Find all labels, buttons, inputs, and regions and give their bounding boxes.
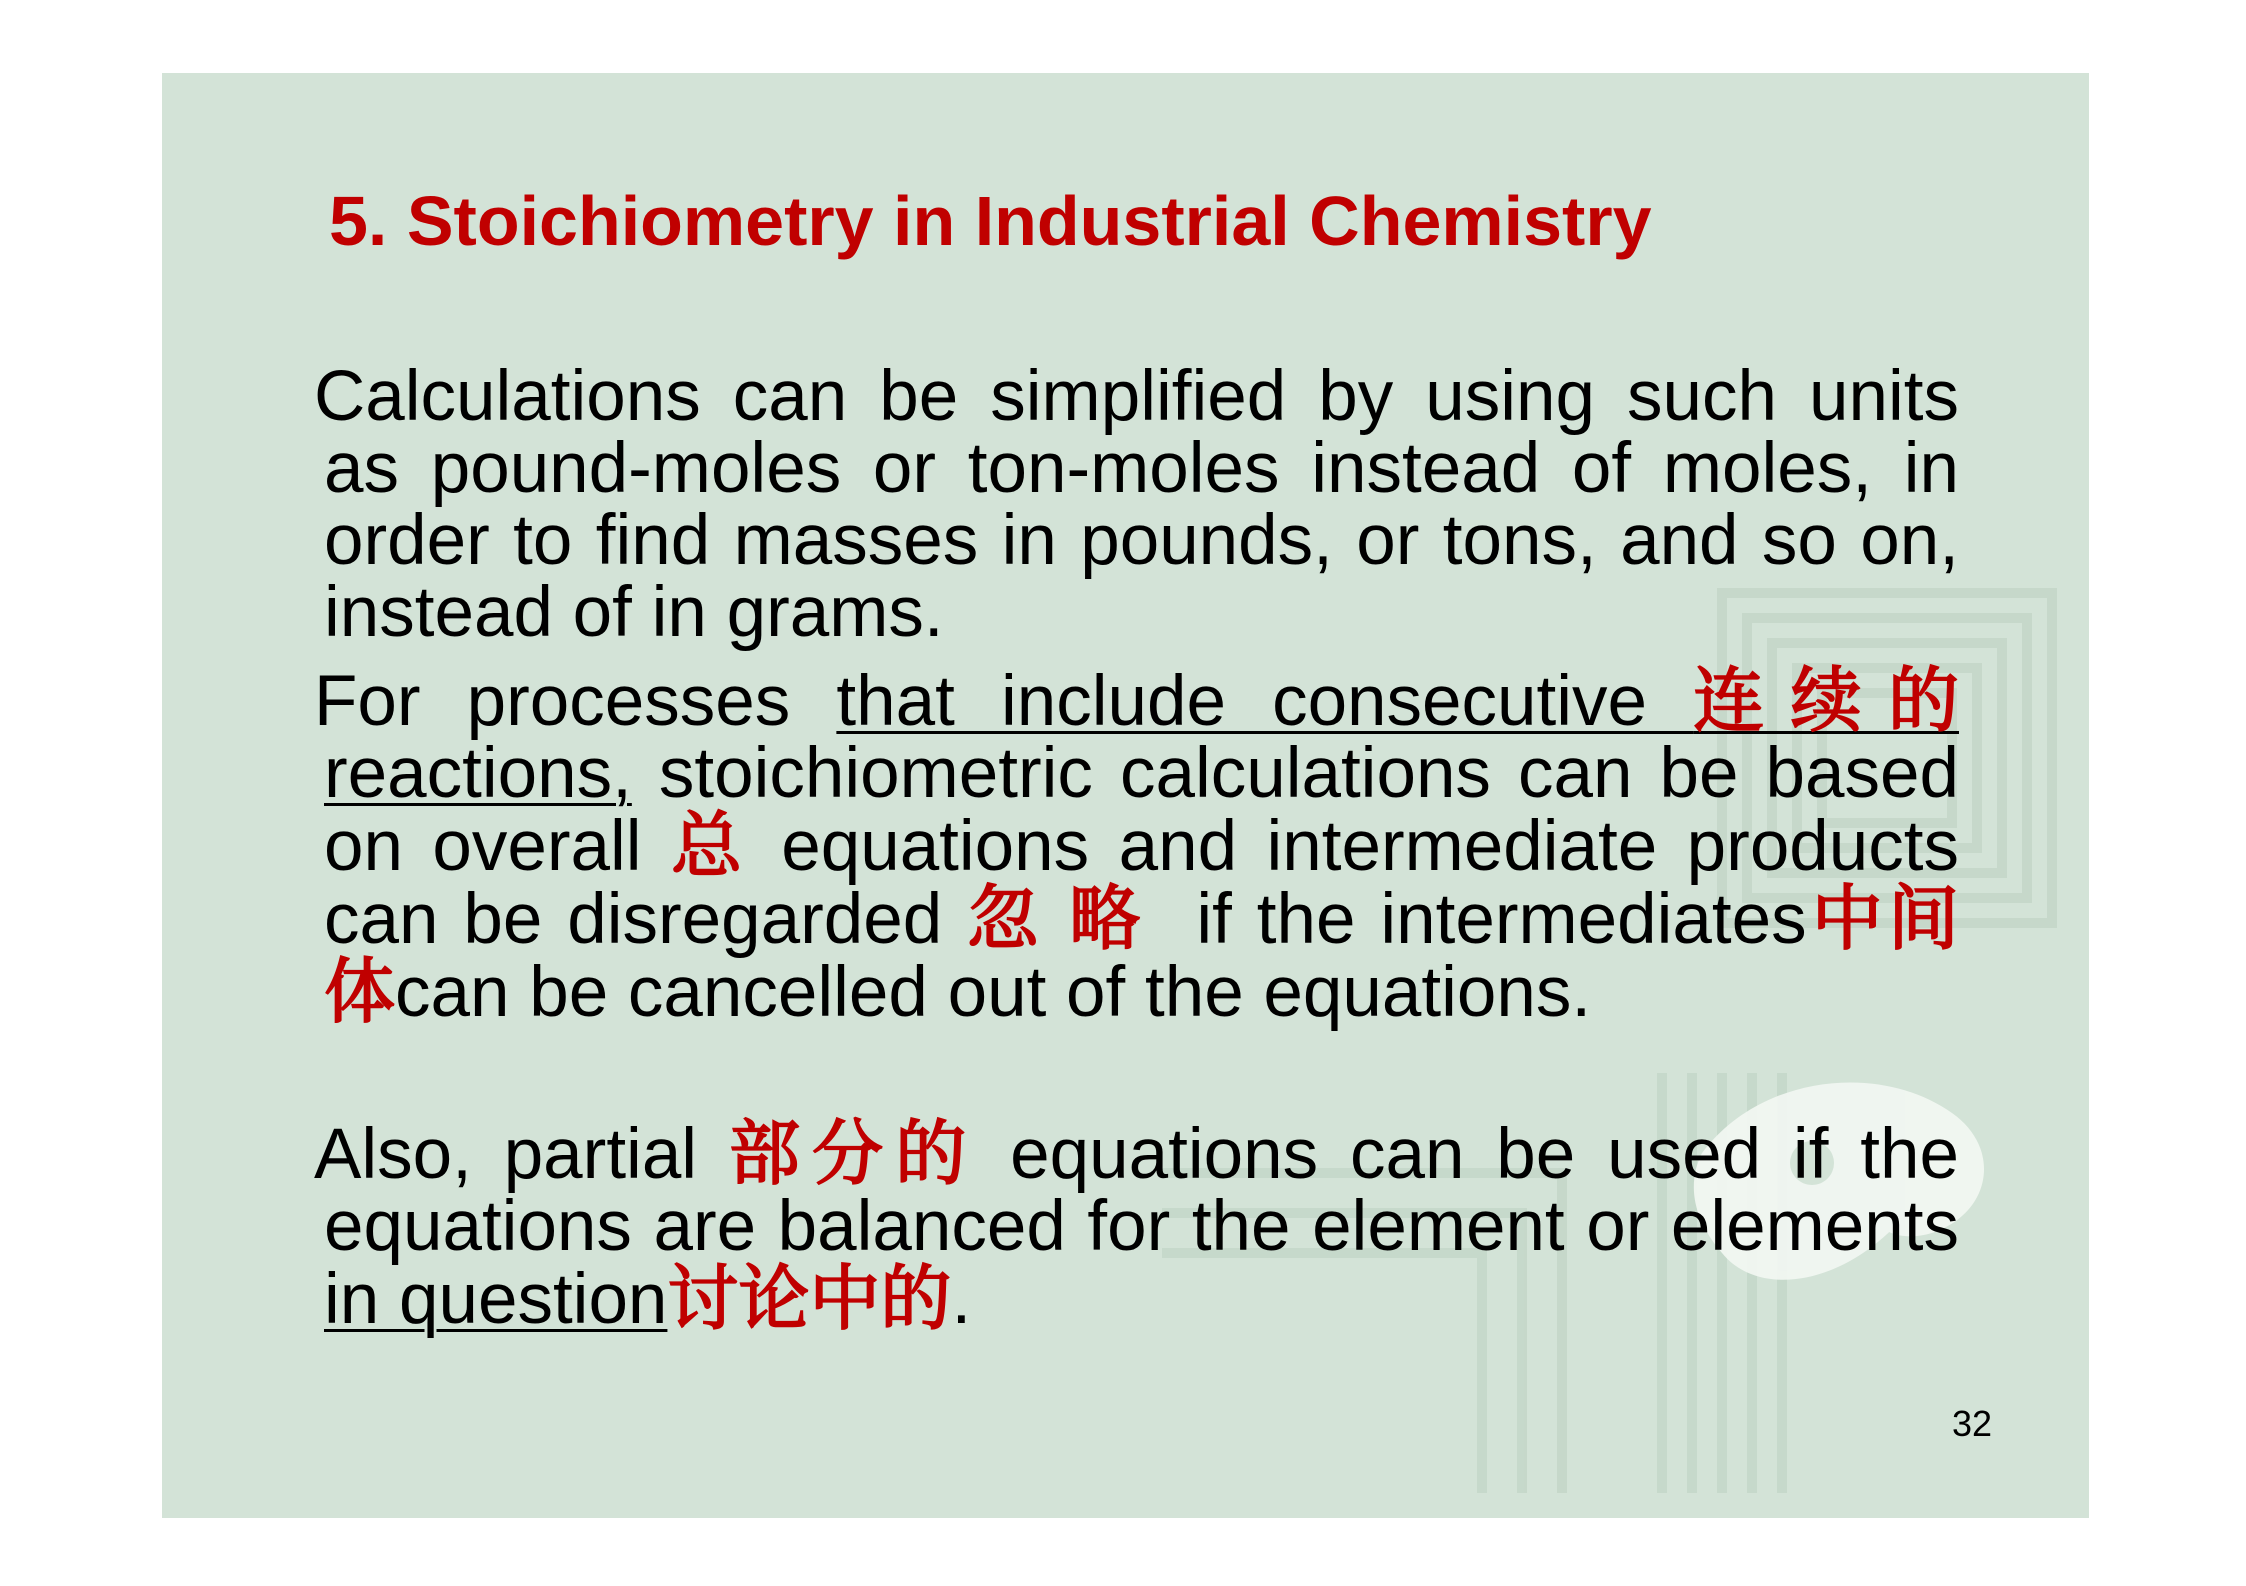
term-disregard-cn: 忽略 — [967, 877, 1172, 960]
paragraph-partial-equations — [314, 1112, 1959, 1340]
term-intermediate-cn: 中间体 — [324, 877, 1959, 1033]
p3-text-1: Also, partial — [314, 1115, 729, 1194]
term-in-question-cn: 讨论中的 — [667, 1257, 952, 1340]
paragraph-calculations: Calculations can be simplified by using such units as pound-moles or ton-moles instead of moles, in order to find masses in pounds, or tons, and so on, instead of in grams. — [314, 357, 1959, 652]
p3-text-3: . — [951, 1260, 972, 1339]
page-number: 32 — [1952, 1403, 1993, 1444]
p2-text-1: For processes — [314, 662, 837, 741]
paragraph-consecutive-reactions — [314, 659, 1960, 1033]
p2-text-3: equations and intermediate products can be disregarded — [324, 807, 1960, 959]
p2-text-4: if the intermediates — [1171, 880, 1807, 959]
term-partial-cn: 部分的 — [728, 1112, 979, 1195]
slide — [162, 73, 2089, 1518]
p3-underlined: in question — [324, 1260, 668, 1339]
p2-underlined-text-2: reactions, — [324, 734, 632, 813]
term-consecutive-cn: 连续的 — [1693, 659, 1959, 742]
p2-text-2: stoichiometric calculations can be based on overall — [324, 734, 1959, 886]
p2-underlined-text-1: that include consecutive — [836, 662, 1694, 741]
p2-text-5: can be cancelled out of the equations. — [395, 953, 1592, 1032]
term-overall-cn: 总 — [671, 804, 752, 887]
slide-title: 5. Stoichiometry in Industrial Chemistry — [329, 182, 1652, 260]
p3-text-2: equations can be used if the equations are balanced for the element or elements — [324, 1115, 1959, 1266]
